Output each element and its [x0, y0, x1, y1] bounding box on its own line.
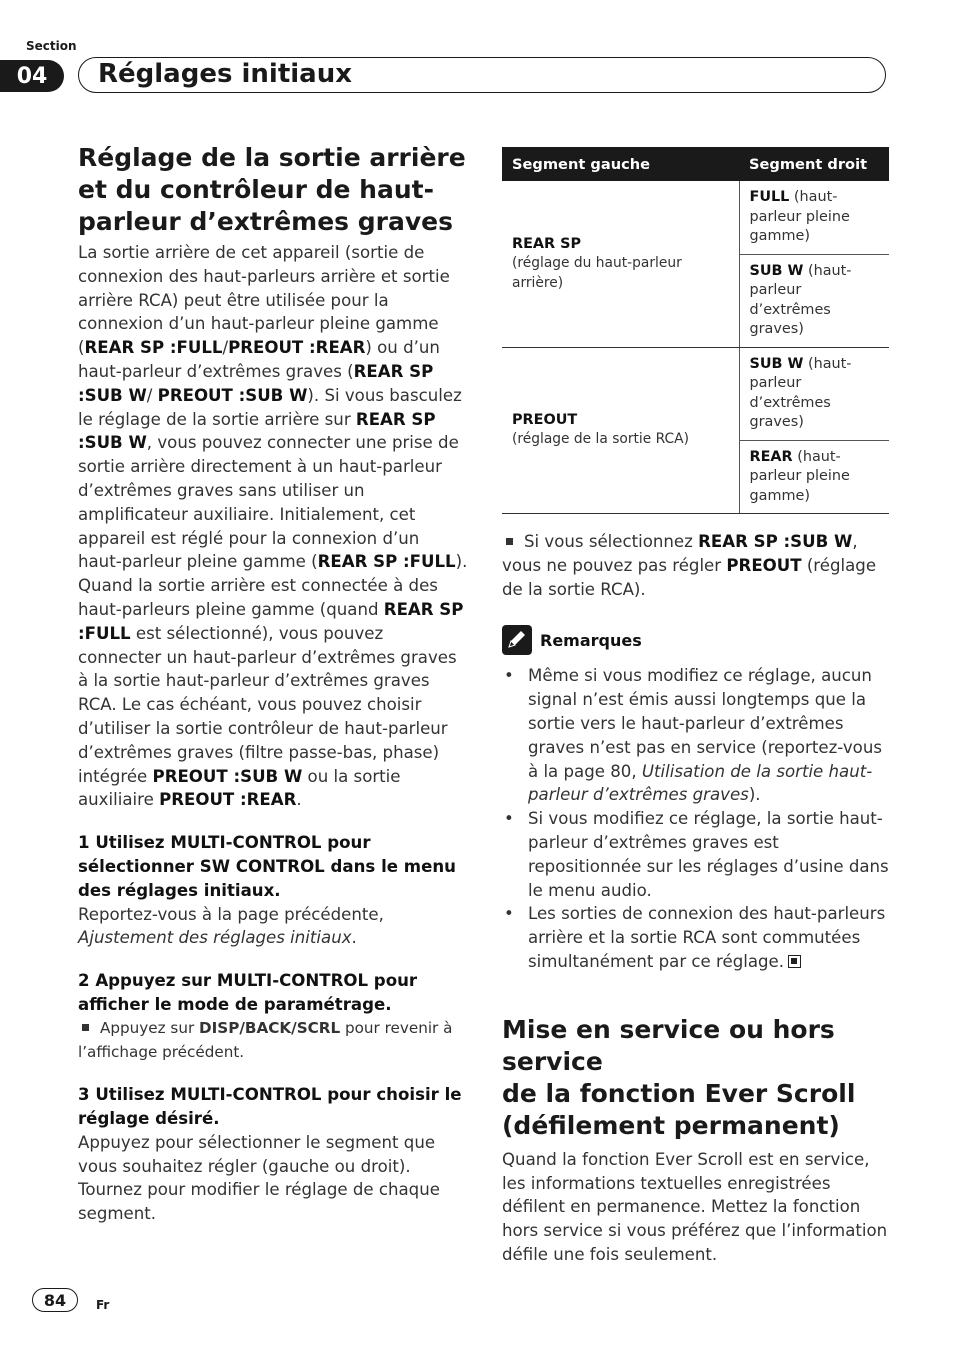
section-label: Section: [26, 39, 77, 53]
pencil-note-icon: [502, 625, 532, 655]
step-3-title: 3 Utilisez MULTI-CONTROL pour choisir le réglage désiré.: [78, 1085, 462, 1129]
main-heading: [78, 142, 468, 238]
page-number: 84: [32, 1288, 78, 1312]
remarks-header: [502, 625, 889, 655]
square-bullet-icon: [82, 1024, 89, 1031]
step-1-text: Reportez-vous à la page précédente, Ajustement des réglages initiaux.: [78, 904, 384, 948]
step-2-note: Appuyez sur DISP/BACK/SCRL pour revenir à l’affichage précédent.: [78, 1018, 453, 1061]
remarks-title: Remarques: [540, 630, 642, 650]
segment-table: [502, 147, 889, 514]
left-column: [78, 142, 468, 1226]
section-title: Réglages initiaux: [98, 59, 352, 89]
list-item: • Même si vous modifiez ce réglage, aucun signal n’est émis aussi longtemps que la sortie vers le haut-parleur d’extrêmes graves n’est pas en service (reportez-vous à la page 80, Utilisation de la sortie haut-parleur d’extrêmes graves).: [502, 664, 889, 807]
ever-scroll-text: Quand la fonction Ever Scroll est en service, les informations textuelles enregistrées défilent en permanence. Mettez la fonction hors service si vous préférez que l’information défile une fois seulement.: [502, 1149, 888, 1264]
end-mark-icon: [788, 955, 801, 968]
step-1-title: 1 Utilisez MULTI-CONTROL pour sélectionner SW CONTROL dans le menu des réglages initiaux.: [78, 833, 456, 900]
table-cell-right: FULL (haut-parleur pleine gamme): [739, 181, 889, 254]
list-item: • Les sorties de connexion des haut-parleurs arrière et la sortie RCA sont commutées simultanément par ce réglage.: [502, 902, 889, 973]
main-heading-line: Réglage de la sortie arrière: [78, 143, 466, 172]
table-cell-right: SUB W (haut-parleur d’extrêmes graves): [739, 254, 889, 347]
table-cell-left: REAR SP (réglage du haut-parleur arrière): [502, 181, 739, 347]
table-header: Segment droit: [739, 147, 889, 181]
table-row: [502, 181, 889, 254]
segment-table-container: [502, 147, 889, 1267]
main-heading-line: et du contrôleur de haut-: [78, 175, 434, 204]
remarks-list: [502, 664, 889, 973]
ever-scroll-heading-line: Mise en service ou hors service: [502, 1014, 835, 1076]
section-number-badge: 04: [0, 60, 64, 92]
table-note: Si vous sélectionnez REAR SP :SUB W, vous ne pouvez pas régler PREOUT (réglage de la sortie RCA).: [502, 532, 877, 599]
table-cell-right: REAR (haut-parleur pleine gamme): [739, 440, 889, 514]
step-3-text: Appuyez pour sélectionner le segment que vous souhaitez régler (gauche ou droit). Tournez pour modifier le réglage de chaque segment.: [78, 1132, 440, 1224]
ever-scroll-heading: [502, 1014, 889, 1142]
list-item: • Si vous modifiez ce réglage, la sortie haut-parleur d’extrêmes graves est repositionnée sur les réglages d’usine dans le menu audio.: [502, 807, 889, 902]
table-cell-right: SUB W (haut-parleur d’extrêmes graves): [739, 347, 889, 440]
square-bullet-icon: [506, 538, 513, 545]
language-code: Fr: [96, 1298, 110, 1312]
table-cell-left: PREOUT (réglage de la sortie RCA): [502, 347, 739, 514]
main-heading-line: parleur d’extrêmes graves: [78, 207, 453, 236]
ever-scroll-heading-line: (défilement permanent): [502, 1110, 840, 1140]
table-row: [502, 347, 889, 440]
ever-scroll-heading-line: de la fonction Ever Scroll: [502, 1078, 856, 1108]
step-2-title: 2 Appuyez sur MULTI-CONTROL pour afficher le mode de paramétrage.: [78, 971, 418, 1014]
table-header: Segment gauche: [502, 147, 739, 181]
intro-paragraph: La sortie arrière de cet appareil (sortie de connexion des haut-parleurs arrière et sortie arrière RCA) peut être utilisée pour la connexion d’un haut-parleur pleine gamme (REAR SP :FULL/PREOUT :REAR) ou d’un haut-parleur d’extrêmes graves (REAR SP :SUB W/ PREOUT :SUB W). Si vous basculez le réglage de la sortie arrière sur REAR SP :SUB W, vous pouvez connecter une prise de sortie arrière directement à un haut-parleur d’extrêmes graves sans utiliser un amplificateur auxiliaire. Initialement, cet appareil est réglé pour la connexion d’un haut-parleur pleine gamme (REAR SP :FULL). Quand la sortie arrière est connectée à des haut-parleurs pleine gamme (quand REAR SP :FULL est sélectionné), vous pouvez connecter un haut-parleur d’extrêmes graves à la sortie haut-parleur d’extrêmes graves RCA. Le cas échéant, vous pouvez choisir d’utiliser la sortie contrôleur de haut-parleur d’extrêmes graves (filtre passe-bas, phase) intégrée PREOUT :SUB W ou la sortie auxiliaire PREOUT :REAR.: [78, 243, 468, 810]
